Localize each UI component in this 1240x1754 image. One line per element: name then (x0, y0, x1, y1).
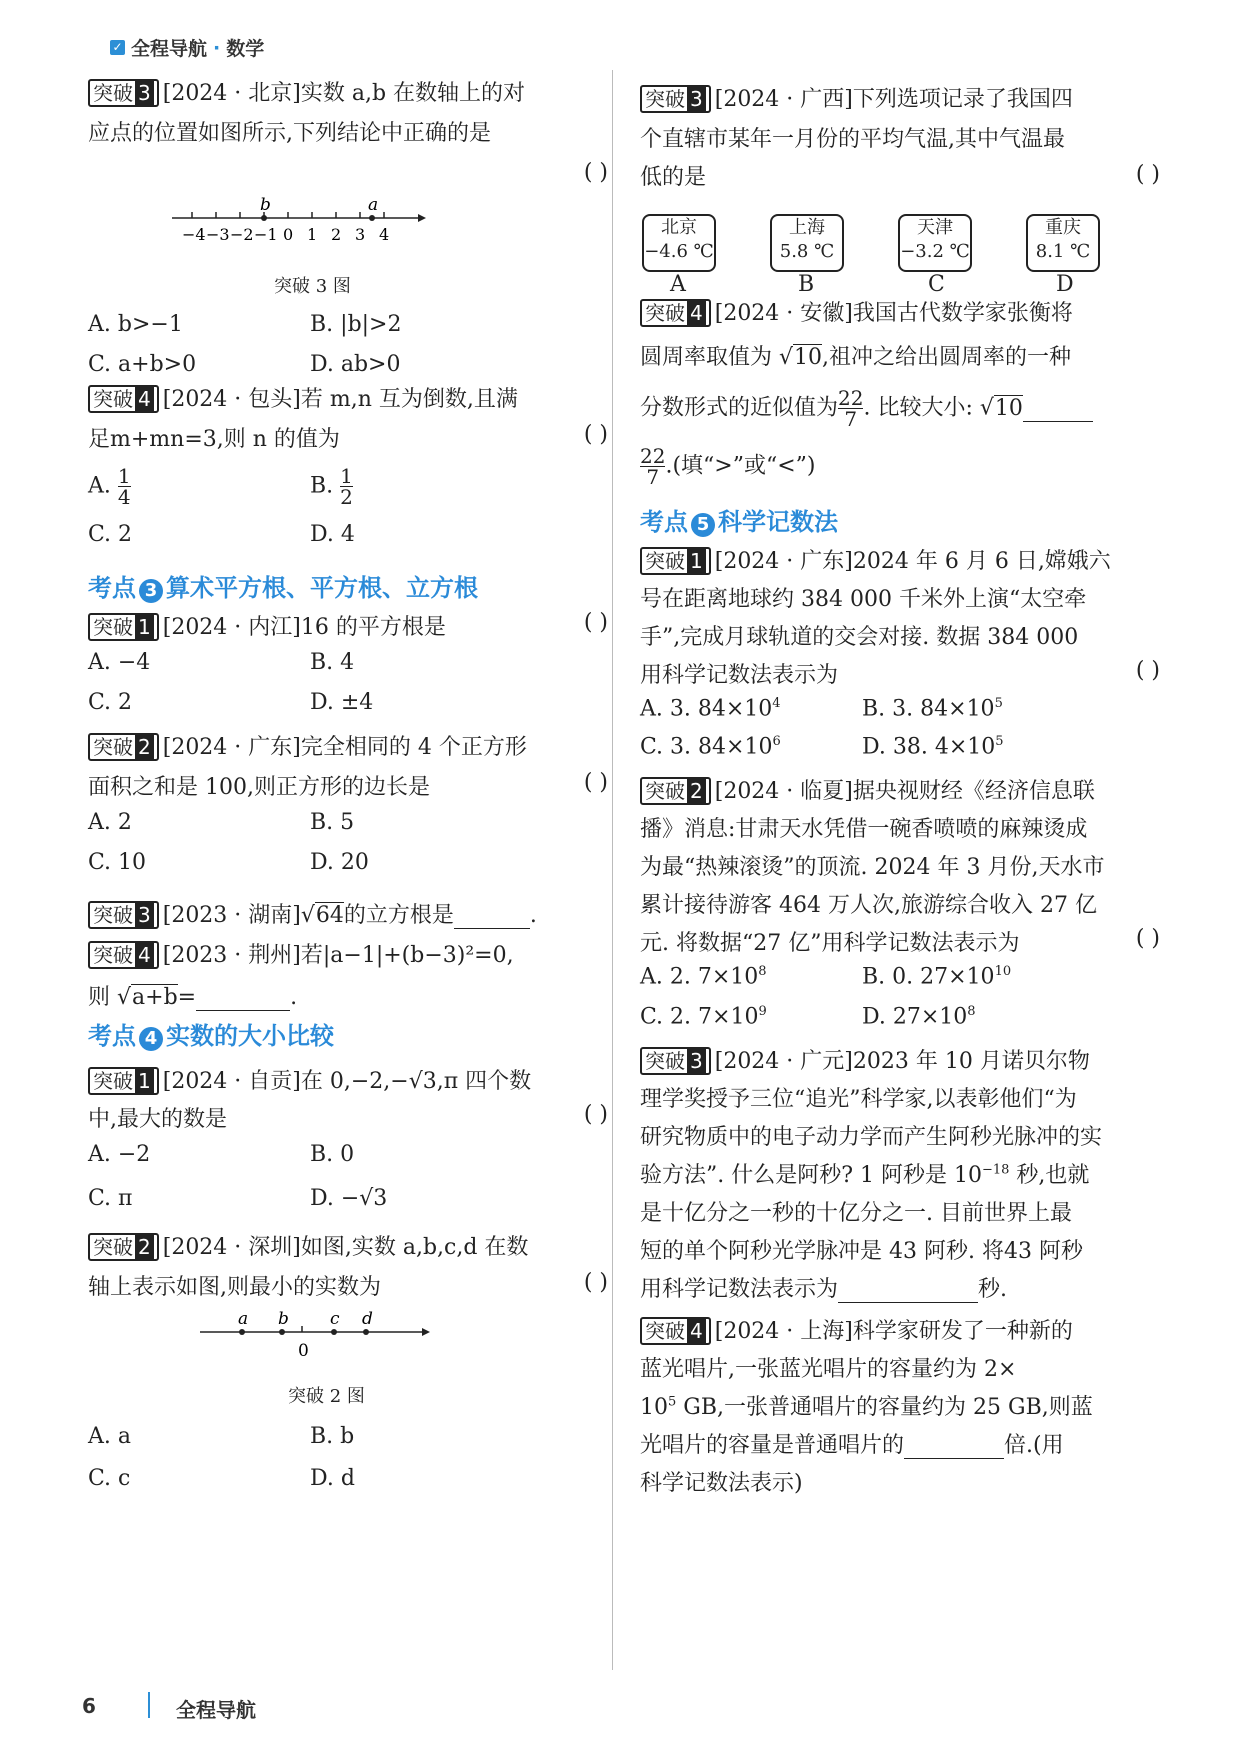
question-text: 短的单个阿秒光学脉冲是 43 阿秒. 将43 阿秒 (640, 1239, 1083, 1264)
point-a-label: a (368, 196, 379, 215)
breakthrough-badge: 突破 3 (640, 1047, 711, 1075)
footer-brand: 全程导航 (176, 1698, 256, 1722)
option-d: D. ±4 (310, 690, 374, 715)
question-text: 轴上表示如图,则最小的实数为 (88, 1275, 381, 1300)
answer-blank[interactable] (196, 985, 290, 1011)
option-b: B. 4 (310, 650, 355, 675)
tick-label: 1 (307, 225, 318, 244)
section-heading-kaodian-5: 考点 5 科学记数法 (640, 508, 838, 536)
page-number: 6 (82, 1694, 96, 1718)
option-d: D. −√3 (310, 1186, 388, 1211)
check-icon: ✓ (110, 40, 125, 55)
point-a-label: a (238, 1310, 249, 1329)
answer-paren: ( ) (583, 422, 608, 447)
point-c-label: c (330, 1310, 340, 1329)
tick-label: 0 (283, 225, 294, 244)
question-text: 为最“热辣滚烫”的顶流. 2024 年 3 月份,天水市 (640, 855, 1105, 880)
breakthrough-badge: 突破 4 (640, 1317, 711, 1345)
zero-label: 0 (298, 1341, 309, 1361)
figure-caption: 突破 3 图 (274, 276, 351, 297)
tick-label: 2 (331, 225, 342, 244)
option-d: D. 4 (310, 522, 355, 547)
question-text: [2024 · 包头]若 m,n 互为倒数,且满 (162, 387, 518, 412)
question-text: 科学记数法表示) (640, 1471, 803, 1496)
option-a: A. 3. $84\times 10^4$ (640, 696, 781, 722)
header-subject: 数学 (226, 38, 265, 60)
option-c: C. a+b>0 (88, 352, 197, 377)
figure-caption: 突破 2 图 (288, 1386, 365, 1407)
option-d: D. 20 (310, 850, 369, 875)
tick-label: −4 (182, 225, 206, 244)
option-b: B. 0. $27\times 10^{10}$ (862, 964, 1012, 990)
option-c-label: C (928, 272, 945, 297)
number-line-figure-2 (198, 1310, 438, 1370)
option-d: D. ab>0 (310, 352, 401, 377)
point-b-label: b (260, 196, 271, 215)
option-a-label: A (670, 272, 686, 297)
breakthrough-badge: 突破 2 (88, 733, 159, 761)
question-text: [2024 · 广东]完全相同的 4 个正方形 (162, 735, 527, 760)
question-text: 用科学记数法表示为 (640, 663, 839, 688)
question-text: 足m+mn=3,则 n 的值为 (88, 427, 340, 452)
question-text: [2023 · 荆州]若|a−1|+(b−3)²=0, (162, 943, 514, 968)
question-text: [2024 · 深圳]如图,实数 a,b,c,d 在数 (162, 1235, 529, 1260)
question-text: 蓝光唱片,一张蓝光唱片的容量约为 2× (640, 1357, 1017, 1382)
option-b: B. 0 (310, 1142, 355, 1167)
breakthrough-badge: 突破 1 (88, 613, 159, 641)
tick-label: −2 (230, 225, 254, 244)
option-d-card: 重庆 8.1 ℃ (1026, 214, 1100, 272)
header-brand: 全程导航 (131, 38, 208, 60)
breakthrough-badge: 突破 3 (88, 901, 159, 929)
option-c: C. c (88, 1466, 131, 1491)
answer-blank[interactable] (904, 1433, 1004, 1459)
question-text: 手”,完成月球轨道的交会对接. 数据 384 000 (640, 625, 1079, 650)
answer-paren: ( ) (583, 1270, 608, 1295)
question-text: 研究物质中的电子动力学而产生阿秒光脉冲的实 (640, 1125, 1103, 1150)
breakthrough-badge: 突破 4 (640, 299, 711, 327)
option-a: A. $\frac{1}{4}$ (88, 464, 131, 509)
question-text: [2024 · 安徽]我国古代数学家张衡将 (714, 301, 1073, 326)
option-a: A. 2. $7\times 10^8$ (640, 964, 767, 990)
question-text: [2024 · 广西]下列选项记录了我国四 (714, 87, 1073, 112)
option-b: B. b (310, 1424, 355, 1449)
question-text: [2024 · 上海]科学家研发了一种新的 (714, 1319, 1073, 1344)
option-b: B. |b|>2 (310, 312, 402, 337)
option-c-card: 天津 −3.2 ℃ (898, 214, 972, 272)
question-text: 播》消息:甘肃天水凭借一碗香喷喷的麻辣烫成 (640, 817, 1088, 842)
option-d: D. $27\times 10^8$ (862, 1004, 976, 1030)
option-b: B. 5 (310, 810, 355, 835)
option-c: C. 3. $84\times 10^6$ (640, 734, 781, 760)
question-text: 理学奖授予三位“追光”科学家,以表彰他们“为 (640, 1087, 1077, 1112)
breakthrough-badge: 突破 2 (640, 777, 711, 805)
point-d-label: d (362, 1310, 373, 1329)
answer-paren: ( ) (583, 770, 608, 795)
option-d: D. d (310, 1466, 355, 1491)
option-b: B. $\frac{1}{2}$ (310, 464, 353, 509)
answer-paren: ( ) (1135, 926, 1160, 951)
question-text: 累计接待游客 464 万人次,旅游综合收入 27 亿 (640, 893, 1097, 918)
breakthrough-badge: 突破 1 (640, 547, 711, 575)
option-a: A. −2 (88, 1142, 151, 1167)
answer-paren: ( ) (583, 610, 608, 635)
header-dot: · (213, 36, 221, 59)
option-a: A. b>−1 (88, 312, 183, 337)
running-header (110, 34, 264, 61)
question-text: [2024 · 内江]16 的平方根是 (162, 615, 446, 640)
tick-label: −1 (254, 225, 278, 244)
section-heading-kaodian-3: 考点 3 算术平方根、平方根、立方根 (88, 574, 478, 602)
question-text: 面积之和是 100,则正方形的边长是 (88, 775, 430, 800)
option-c: C. 2. $7\times 10^9$ (640, 1004, 767, 1030)
option-a: A. −4 (88, 650, 151, 675)
question-text: 低的是 (640, 165, 707, 190)
breakthrough-badge: 突破 1 (88, 1067, 159, 1095)
question-text: [2024 · 北京]实数 a,b 在数轴上的对 (162, 81, 526, 106)
option-c: C. 2 (88, 690, 133, 715)
question-text: [2024 · 自贡]在 0,−2,−√3,π 四个数 (162, 1069, 532, 1094)
option-c: C. 10 (88, 850, 147, 875)
option-c: C. π (88, 1186, 133, 1211)
footer-bar (148, 1692, 150, 1718)
breakthrough-badge: 突破 4 (88, 941, 159, 969)
answer-blank[interactable] (838, 1277, 978, 1303)
question-text: 应点的位置如图所示,下列结论中正确的是 (88, 121, 491, 146)
breakthrough-badge: 突破 2 (88, 1233, 159, 1261)
option-d-label: D (1056, 272, 1074, 297)
option-b-card: 上海 5.8 ℃ (770, 214, 844, 272)
breakthrough-badge: 突破 3 (640, 85, 711, 113)
number-line-figure-3 (168, 196, 428, 256)
question-text: [2024 · 临夏]据央视财经《经济信息联 (714, 779, 1095, 804)
answer-blank[interactable] (454, 903, 530, 929)
option-b-label: B (798, 272, 815, 297)
option-a-card: 北京 −4.6 ℃ (642, 214, 716, 272)
section-heading-kaodian-4: 考点 4 实数的大小比较 (88, 1022, 334, 1050)
option-c: C. 2 (88, 522, 133, 547)
question-text: 是十亿分之一秒的十亿分之一. 目前世界上最 (640, 1201, 1072, 1226)
point-b-label: b (278, 1310, 289, 1329)
answer-paren: ( ) (583, 1102, 608, 1127)
question-text: 中,最大的数是 (88, 1107, 227, 1132)
answer-blank[interactable] (1023, 396, 1093, 422)
breakthrough-badge: 突破 4 (88, 385, 159, 413)
answer-paren: ( ) (583, 160, 608, 185)
question-text: 元. 将数据“27 亿”用科学记数法表示为 (640, 931, 1020, 956)
question-text: 号在距离地球约 384 000 千米外上演“太空牵 (640, 587, 1087, 612)
question-text: 个直辖市某年一月份的平均气温,其中气温最 (640, 127, 1065, 152)
option-a: A. 2 (88, 810, 132, 835)
tick-label: 4 (379, 225, 390, 244)
answer-paren: ( ) (1135, 162, 1160, 187)
option-d: D. 38. $4\times 10^5$ (862, 734, 1004, 760)
option-a: A. a (88, 1424, 131, 1449)
tick-label: −3 (206, 225, 230, 244)
option-b: B. 3. $84\times 10^5$ (862, 696, 1003, 722)
answer-paren: ( ) (1135, 658, 1160, 683)
breakthrough-badge: 突破 3 (88, 79, 159, 107)
question-text: [2024 · 广东]2024 年 6 月 6 日,嫦娥六 (714, 549, 1111, 574)
question-text: [2024 · 广元]2023 年 10 月诺贝尔物 (714, 1049, 1090, 1074)
column-divider (612, 70, 613, 1670)
tick-label: 3 (355, 225, 366, 244)
